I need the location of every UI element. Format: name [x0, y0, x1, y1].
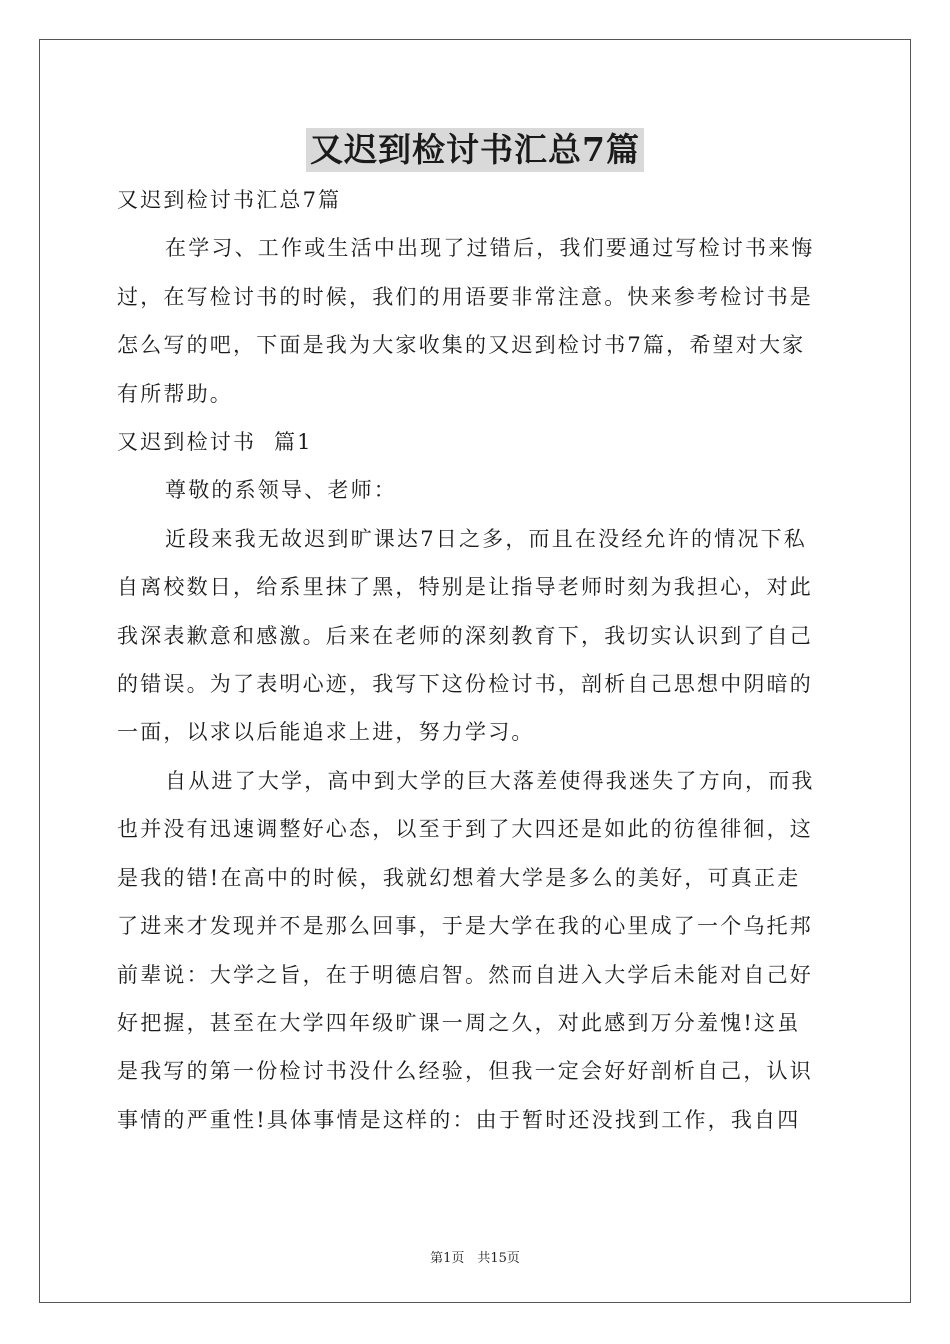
paragraph-line: 前辈说：大学之旨，在于明德启智。然而自进入大学后未能对自己好 — [117, 962, 813, 987]
section-heading: 又迟到检讨书 篇1 — [117, 430, 313, 455]
paragraph-line: 近段来我无故迟到旷课达7日之多，而且在没经允许的情况下私 — [165, 526, 807, 551]
title-container — [0, 128, 950, 172]
paragraph-line: 怎么写的吧，下面是我为大家收集的又迟到检讨书7篇，希望对大家 — [117, 333, 806, 358]
paragraph-line: 有所帮助。 — [117, 381, 233, 406]
paragraph-line: 事情的严重性!具体事情是这样的：由于暂时还没找到工作，我自四 — [117, 1107, 801, 1132]
salutation-line: 尊敬的系领导、老师： — [165, 478, 397, 503]
paragraph-line: 也并没有迅速调整好心态，以至于到了大四还是如此的彷徨徘徊，这 — [117, 817, 813, 842]
document-title: 又迟到检讨书汇总7篇 — [306, 128, 644, 172]
paragraph-line: 是我的错!在高中的时候，我就幻想着大学是多么的美好，可真正走 — [117, 865, 801, 890]
subtitle-line: 又迟到检讨书汇总7篇 — [117, 188, 342, 212]
paragraph-line: 一面，以求以后能追求上进，努力学习。 — [117, 720, 535, 745]
paragraph-line: 了进来才发现并不是那么回事，于是大学在我的心里成了一个乌托邦 — [117, 914, 813, 939]
paragraph-line: 在学习、工作或生活中出现了过错后，我们要通过写检讨书来悔 — [165, 236, 815, 261]
paragraph-line: 自离校数日，给系里抹了黑，特别是让指导老师时刻为我担心，对此 — [117, 575, 813, 600]
paragraph-line: 自从进了大学，高中到大学的巨大落差使得我迷失了方向，而我 — [165, 768, 815, 793]
paragraph-line: 的错误。为了表明心迹，我写下这份检讨书，剖析自己思想中阴暗的 — [117, 672, 813, 697]
paragraph-line: 我深表歉意和感激。后来在老师的深刻教育下，我切实认识到了自己 — [117, 623, 813, 648]
paragraph-line: 好把握，甚至在大学四年级旷课一周之久，对此感到万分羞愧!这虽 — [117, 1010, 801, 1035]
paragraph-line: 是我写的第一份检讨书没什么经验，但我一定会好好剖析自己，认识 — [117, 1059, 813, 1084]
page-number-footer: 第1页 共15页 — [430, 1251, 520, 1266]
document-body — [117, 176, 835, 1144]
paragraph-line: 过，在写检讨书的时候，我们的用语要非常注意。快来参考检讨书是 — [117, 284, 813, 309]
